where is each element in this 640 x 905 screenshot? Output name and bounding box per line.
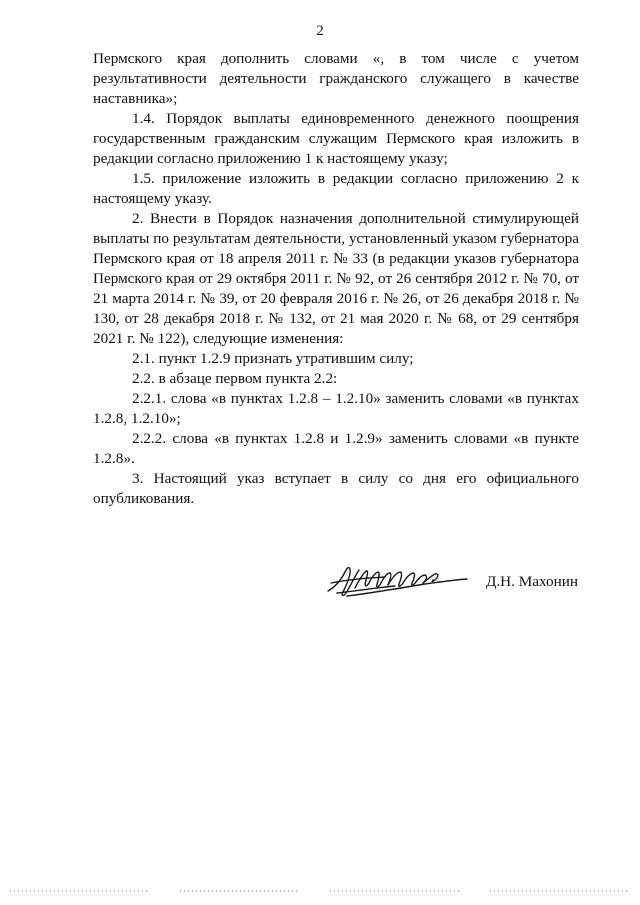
paragraph-item-2-2: 2.2. в абзаце первом пункта 2.2: xyxy=(132,370,338,387)
paragraph-item-2-2-1: 2.2.1. слова «в пунктах 1.2.8 – 1.2.10» заменить словами «в пунктах 1.2.8, 1.2.10»; xyxy=(93,390,579,427)
page-number: 2 xyxy=(316,23,324,39)
paragraph-item-2-1: 2.1. пункт 1.2.9 признать утратившим силу; xyxy=(132,350,414,367)
paragraph-item-2-2-2: 2.2.2. слова «в пунктах 1.2.8 и 1.2.9» заменить словами «в пункте 1.2.8». xyxy=(93,430,579,467)
signer-name: Д.Н. Махонин xyxy=(486,573,578,590)
paragraph-item-1-4: 1.4. Порядок выплаты единовременного денежного поощрения государственным гражданским служащим Пермского края изложить в редакции согласно приложению 1 к настоящему указу; xyxy=(93,110,579,167)
document-body xyxy=(93,49,579,509)
handwritten-signature xyxy=(325,558,470,602)
paragraph-item-2: 2. Внести в Порядок назначения дополнительной стимулирующей выплаты по результатам деятельности, установленный указом губернатора Пермского края от 18 апреля 2011 г. № 33 (в редакции указов губернатора Пермского края от 29 октября 2011 г. № 92, от 26 сентября 2012 г. № 70, от 21 марта 2014 г. № 39, от 20 февраля 2016 г. № 26, от 26 декабря 2018 г. № 130, от 28 декабря 2018 г. № 132, от 21 мая 2020 г. № 68, от 29 сентября 2021 г. № 122), следующие изменения: xyxy=(93,210,579,347)
signature-block xyxy=(0,552,640,612)
paragraph-item-1-5: 1.5. приложение изложить в редакции согласно приложению 2 к настоящему указу. xyxy=(93,170,579,207)
paragraph-continuation: Пермского края дополнить словами «, в том числе с учетом результативности деятельности гражданского служащего в качестве наставника»; xyxy=(93,50,579,107)
scan-edge-artifact xyxy=(0,888,640,894)
paragraph-item-3: 3. Настоящий указ вступает в силу со дня его официального опубликования. xyxy=(93,470,579,507)
